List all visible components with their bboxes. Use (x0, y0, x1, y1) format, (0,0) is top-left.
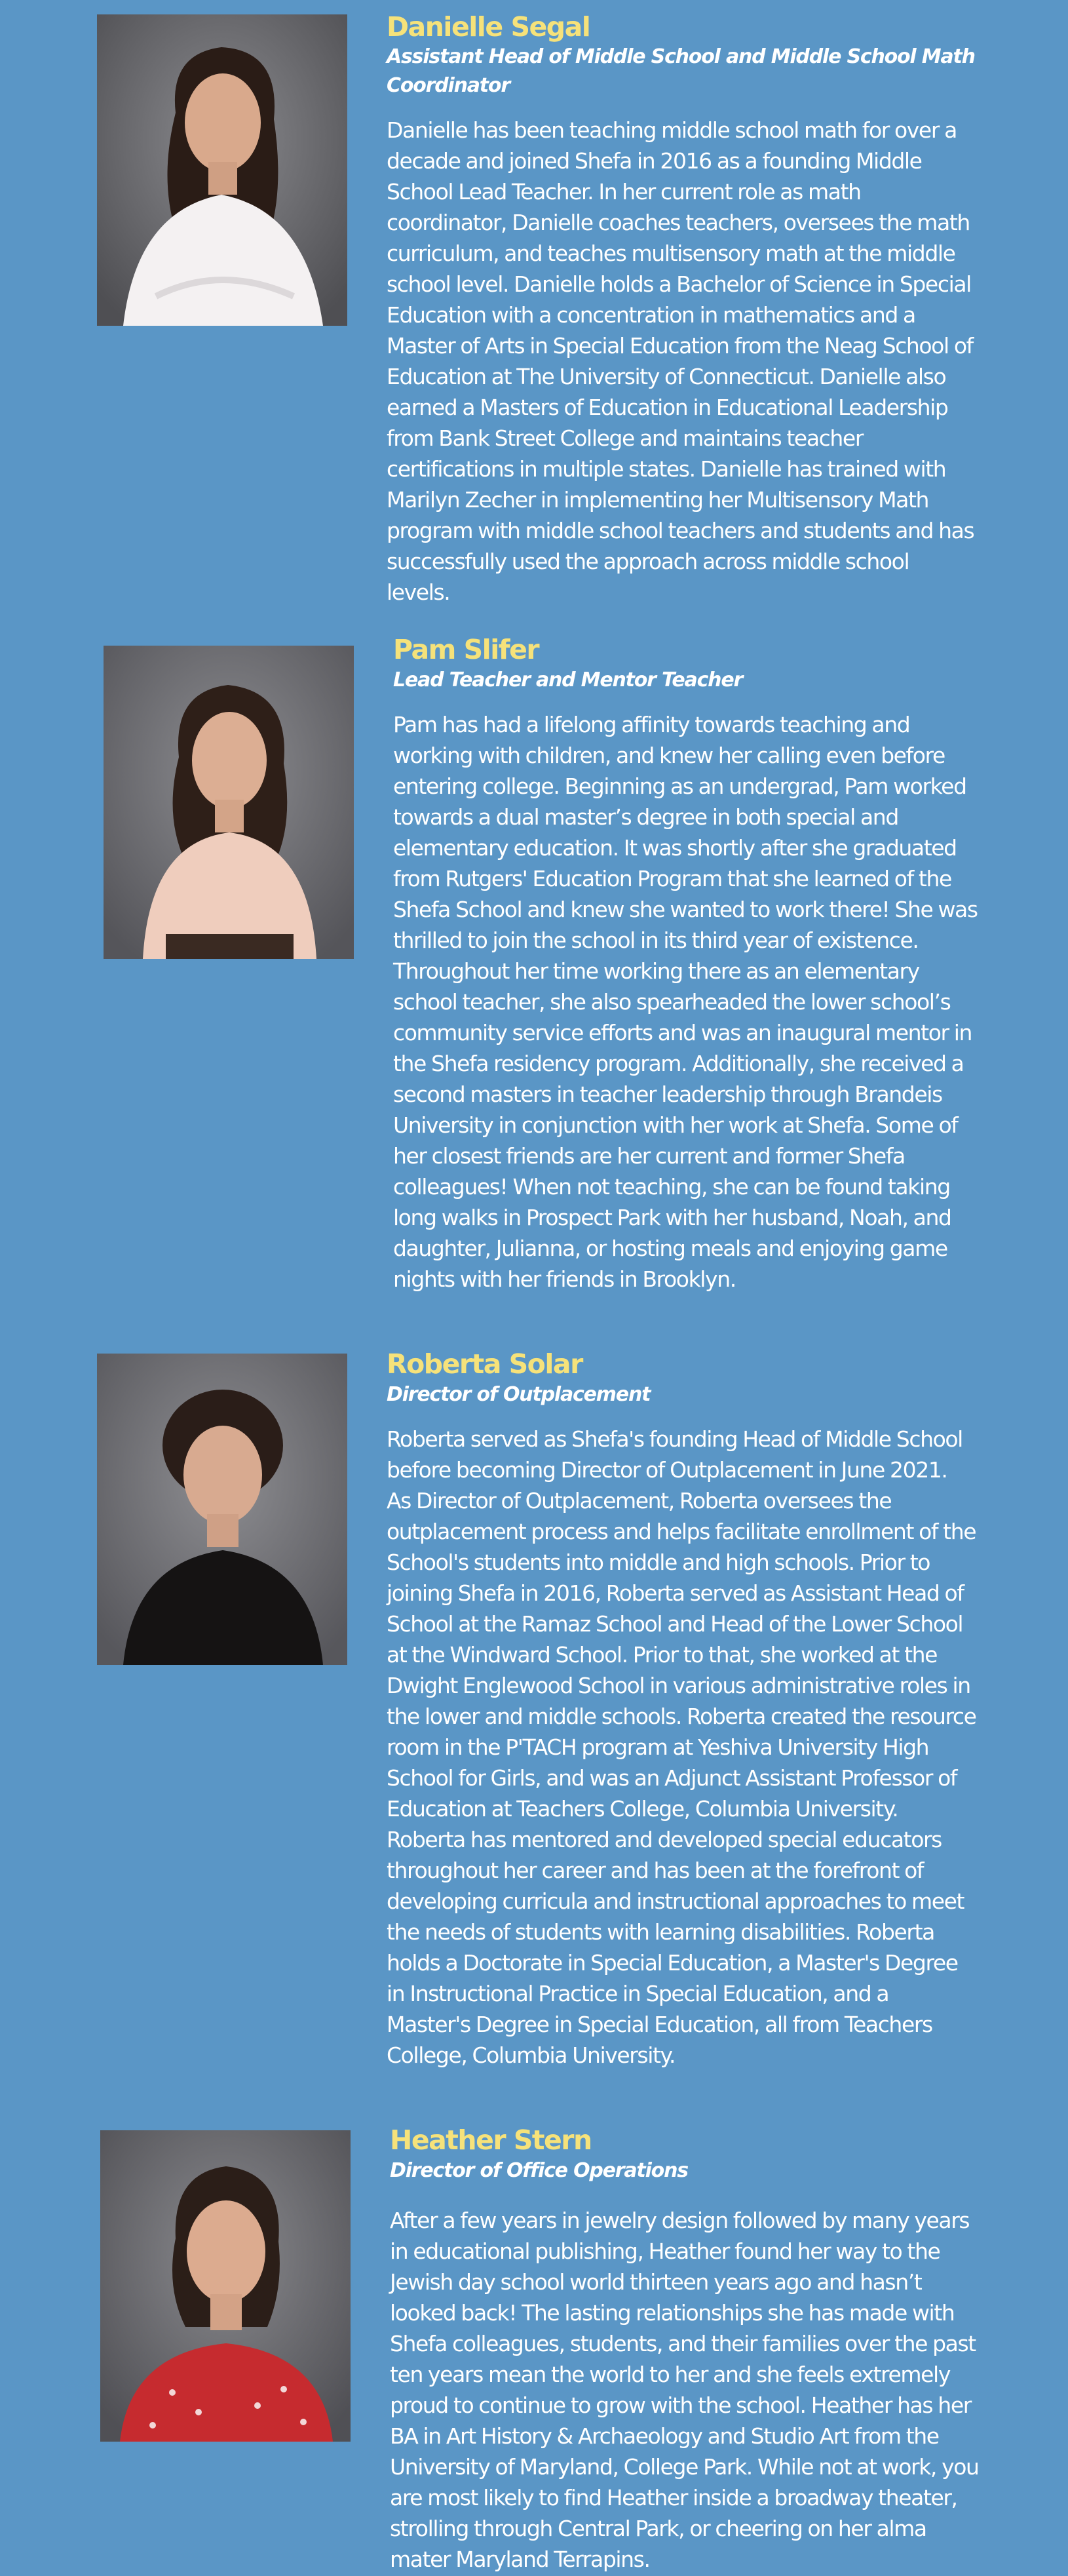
staff-title: Director of Office Operations (390, 2159, 688, 2183)
staff-bio: After a few years in jewelry design followed by many years in educational publishing, Heather found her way to the Jewish day school world thirteen years ago and hasn’t looked back! The lasting relationships she has made with Shefa colleagues, students, and their families over the past ten years mean the world to her and she feels extremely proud to continue to grow with the school. Heather has her BA in Art History & Archaeology and Studio Art from the University of Maryland, College Park. While not at work, you are most likely to find Heather inside a broadway theater, strolling through Central Park, or cheering on her alma mater Maryland Terrapins. (390, 2208, 979, 2573)
staff-bio: Danielle has been teaching middle school math for over a decade and joined Shefa in 2016 as a founding Middle School Lead Teacher. In her current role as math coordinator, Danielle coaches teachers, oversees the math curriculum, and teaches multisensory math at the middle school level. Danielle holds a Bachelor of Science in Special Education with a concentration in mathematics and a Master of Arts in Special Education from the Neag School of Education at The University of Connecticut. Danielle also earned a Masters of Education in Educational Leadership from Bank Street College and maintains teacher certifications in multiple states. Danielle has trained with Marilyn Zecher in implementing her Multisensory Math program with middle school teachers and students and has successfully used the approach across middle school levels. (387, 117, 974, 606)
staff-name: Heather Stern (390, 2124, 592, 2156)
staff-name: Roberta Solar (387, 1348, 582, 1380)
staff-photo (104, 646, 354, 959)
staff-photo (100, 2130, 351, 2442)
staff-photo (97, 14, 347, 326)
portrait-placeholder-icon (97, 1354, 347, 1665)
staff-name: Danielle Segal (387, 11, 590, 43)
staff-title: Assistant Head of Middle School and Middle School Math Coordinator (387, 45, 975, 98)
portrait-placeholder-icon (104, 646, 354, 959)
staff-bio: Roberta served as Shefa's founding Head of Middle School before becoming Director of Outplacement in June 2021. As Director of Outplacement, Roberta oversees the outplacement process and helps facilitate enrollment of the School's students into middle and high schools. Prior to joining Shefa in 2016, Roberta served as Assistant Head of School at the Ramaz School and Head of the Lower School at the Windward School. Prior to that, she worked at the Dwight Englewood School in various administrative roles in the lower and middle schools. Roberta created the resource room in the P'TACH program at Yeshiva University High School for Girls, and was an Adjunct Assistant Professor of Education at Teachers College, Columbia University. Roberta has mentored and developed special educators throughout her career and has been at the forefront of developing curricula and instructional approaches to meet the needs of students with learning disabilities. Roberta holds a Doctorate in Special Education, a Master's Degree in Instructional Practice in Special Education, and a Master's Degree in Special Education, all from Teachers College, Columbia University. (387, 1426, 976, 2069)
staff-title: Lead Teacher and Mentor Teacher (393, 669, 743, 692)
portrait-placeholder-icon (97, 14, 347, 326)
staff-bio: Pam has had a lifelong affinity towards teaching and working with children, and knew her calling even before entering college. Beginning as an undergrad, Pam worked towards a dual master’s degree in both special and elementary education. It was shortly after she graduated from Rutgers' Education Program that she learned of the Shefa School and knew she wanted to work there! She was thrilled to join the school in its third year of existence. Throughout her time working there as an elementary school teacher, she also spearheaded the lower school’s community service efforts and was an inaugural mentor in the Shefa residency program. Additionally, she received a second masters in teacher leadership through Brandeis University in conjunction with her work at Shefa. Some of her closest friends are her current and former Shefa colleagues! When not teaching, she can be found taking long walks in Prospect Park with her husband, Noah, and daughter, Julianna, or hosting meals and enjoying game nights with her friends in Brooklyn. (393, 712, 978, 1293)
staff-photo (97, 1354, 347, 1665)
staff-title: Director of Outplacement (387, 1383, 651, 1407)
portrait-placeholder-icon (100, 2130, 351, 2442)
staff-name: Pam Slifer (393, 634, 539, 665)
